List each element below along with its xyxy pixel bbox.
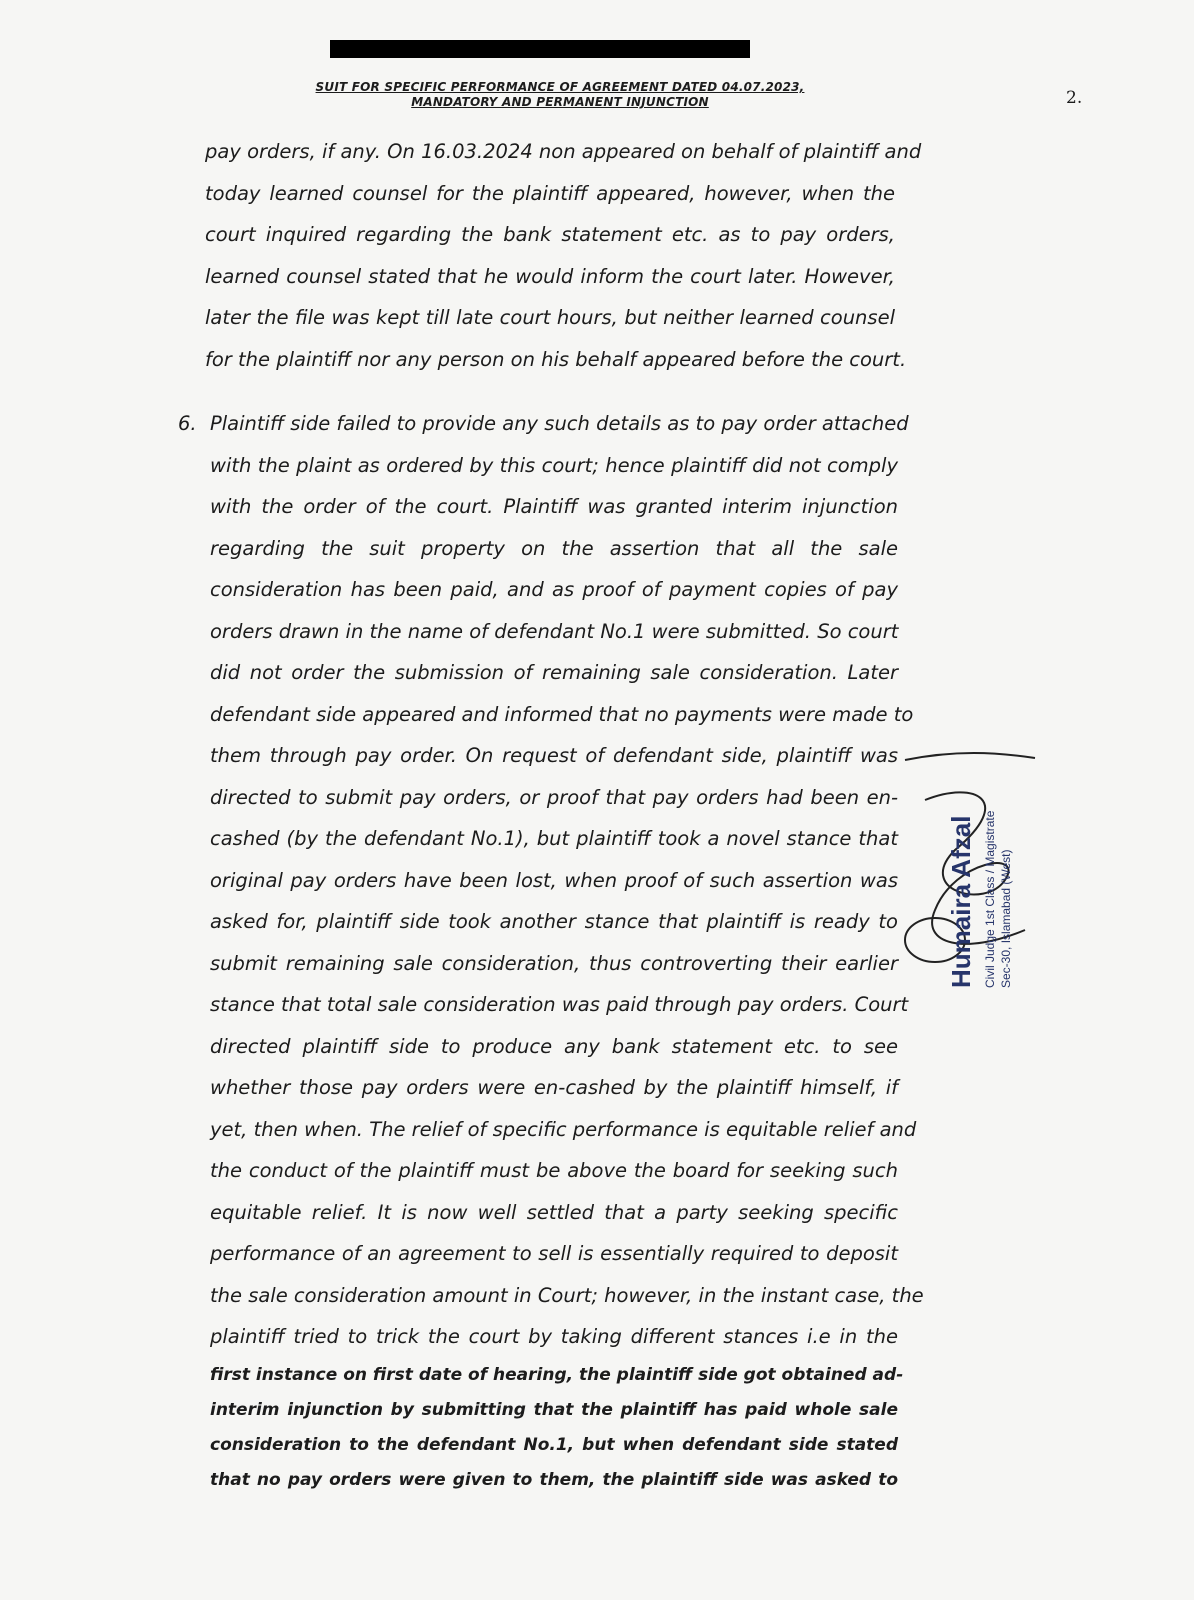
- text-line: court inquired regarding the bank statement etc. as to pay orders,: [205, 223, 895, 246]
- text-line: first instance on first date of hearing, the plaintiff side got obtained ad-: [210, 1364, 904, 1385]
- text-line: whether those pay orders were en-cashed by the plaintiff himself, if: [210, 1076, 898, 1099]
- header-line-1: SUIT FOR SPECIFIC PERFORMANCE OF AGREEMENT DATED 04.07.2023,: [315, 80, 805, 94]
- text-line: equitable relief. It is now well settled that a party seeking specific: [210, 1200, 898, 1224]
- text-line: directed plaintiff side to produce any bank statement etc. to see: [210, 1034, 898, 1058]
- text-line: directed to submit pay orders, or proof that pay orders had been en-: [210, 785, 898, 809]
- text-line: asked for, plaintiff side took another stance that plaintiff is ready to: [210, 910, 898, 933]
- text-line: orders drawn in the name of defendant No.1 were submitted. So court: [210, 619, 899, 643]
- text-line: the conduct of the plaintiff must be above the board for seeking such: [210, 1159, 898, 1182]
- text-line: for the plaintiff nor any person on his behalf appeared before the court.: [205, 347, 907, 371]
- stamp-name: Humaira Afzal: [946, 815, 976, 988]
- paragraph-6: [210, 403, 924, 1498]
- text-line: plaintiff tried to trick the court by taking different stances i.e in the: [210, 1325, 898, 1348]
- stamp-sub: Sec-30, Islamabad (West): [999, 849, 1013, 988]
- text-line: Plaintiff side failed to provide any such details as to pay order attached: [210, 412, 909, 435]
- text-line: performance of an agreement to sell is essentially required to deposit: [210, 1242, 898, 1265]
- text-line: yet, then when. The relief of specific performance is equitable relief and: [210, 1117, 917, 1141]
- text-line: later the file was kept till late court hours, but neither learned counsel: [205, 306, 895, 329]
- header-line-2: MANDATORY AND PERMANENT INJUNCTION: [411, 95, 709, 109]
- text-line: them through pay order. On request of defendant side, plaintiff was: [210, 744, 898, 767]
- stamp-title: Civil Judge 1st Class / Magistrate: [983, 810, 997, 988]
- judge-stamp-signature: [895, 740, 1045, 1000]
- text-line: learned counsel stated that he would inform the court later. However,: [205, 264, 895, 288]
- stamp-graphic: [895, 740, 1045, 1000]
- text-line: consideration has been paid, and as proof of payment copies of pay: [210, 578, 898, 601]
- text-line: stance that total sale consideration was paid through pay orders. Court: [210, 993, 909, 1016]
- text-line: submit remaining sale consideration, thus controverting their earlier: [210, 951, 898, 975]
- text-line: cashed (by the defendant No.1), but plaintiff took a novel stance that: [210, 827, 898, 850]
- text-line: with the order of the court. Plaintiff was granted interim injunction: [210, 495, 898, 518]
- text-line: original pay orders have been lost, when proof of such assertion was: [210, 868, 898, 892]
- text-line: did not order the submission of remaining sale consideration. Later: [210, 661, 898, 684]
- text-line: that no pay orders were given to them, the plaintiff side was asked to: [210, 1469, 898, 1490]
- text-line: interim injunction by submitting that the plaintiff has paid whole sale: [210, 1399, 898, 1420]
- document-header: [250, 80, 870, 110]
- text-line: the sale consideration amount in Court; however, in the instant case, the: [210, 1283, 924, 1307]
- text-line: pay orders, if any. On 16.03.2024 non appeared on behalf of plaintiff and: [205, 140, 922, 163]
- paragraph-continued: [205, 131, 922, 380]
- page-number: 2.: [1066, 88, 1083, 108]
- text-line: today learned counsel for the plaintiff appeared, however, when the: [205, 181, 895, 205]
- text-line: defendant side appeared and informed that no payments were made to: [210, 702, 914, 726]
- redaction-bar: [330, 40, 750, 58]
- text-line: with the plaint as ordered by this court; hence plaintiff did not comply: [210, 453, 898, 477]
- text-line: regarding the suit property on the assertion that all the sale: [210, 536, 898, 560]
- text-line: consideration to the defendant No.1, but when defendant side stated: [210, 1434, 898, 1455]
- paragraph-number: 6.: [178, 412, 197, 435]
